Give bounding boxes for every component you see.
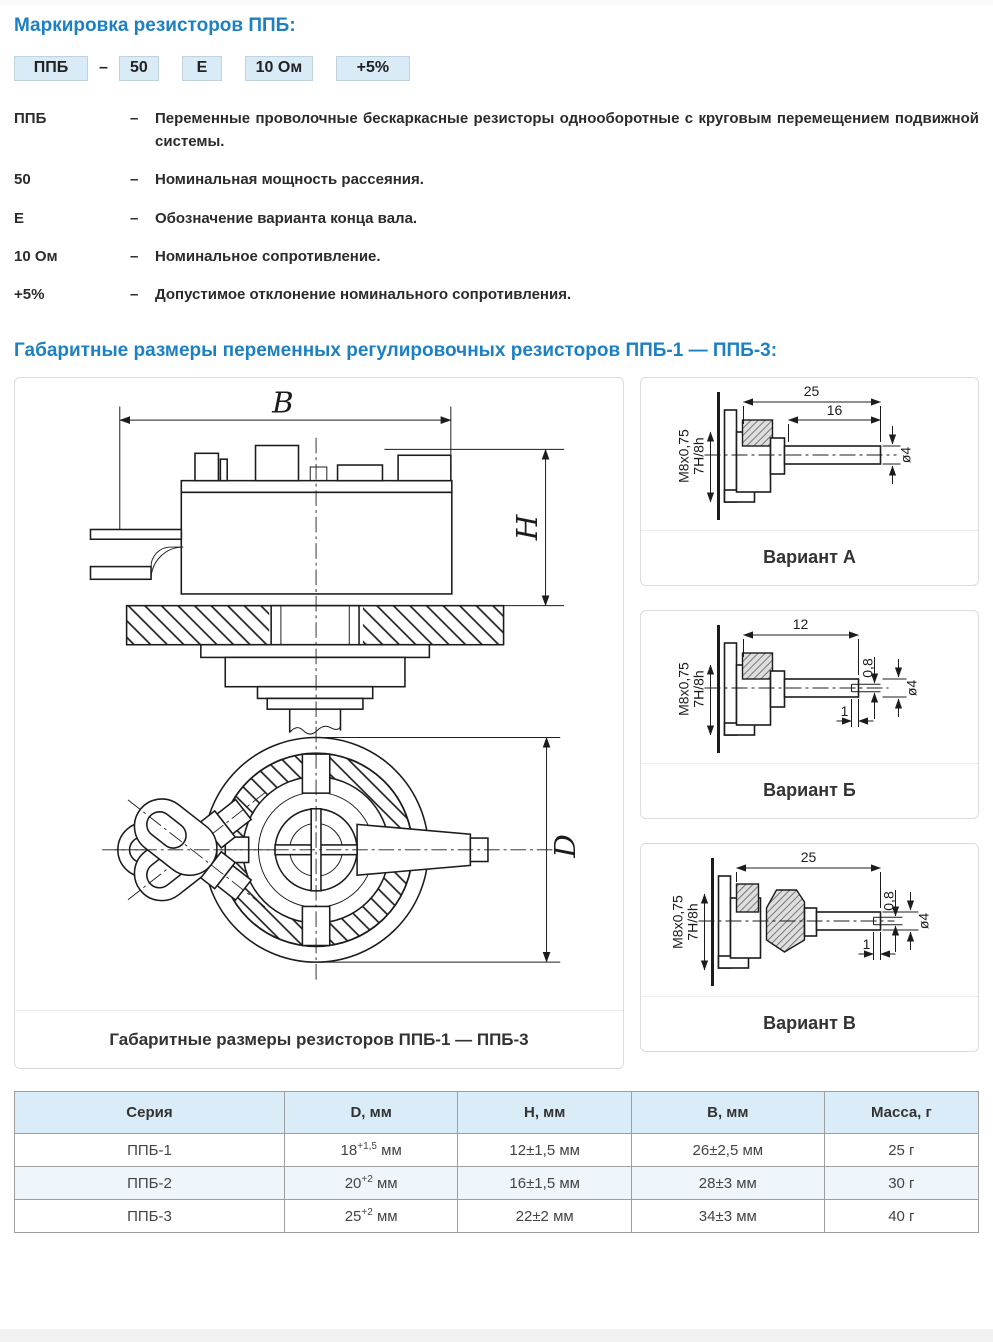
main-figure-caption: Габаритные размеры резисторов ППБ-1 — ППБ-3 [15,1010,623,1068]
variant-v-drawing [641,844,978,996]
variants-column [640,377,979,1052]
marking-shaft-variant-box: Е [182,56,222,81]
legend-desc: Переменные проволочные бескаркасные резисторы однооборотные с круговым перемещением подвижной системы. [155,109,979,151]
legend-term: 10 Ом [14,247,58,265]
legend-row [14,168,979,191]
variant-v-dim-slot-width: 0,8 [880,891,897,911]
legend-row [14,207,979,230]
variant-b-drawing [641,611,978,763]
figure-panel-main [14,377,624,1069]
cell-series: ППБ-2 [15,1167,285,1200]
marking-tolerance-box: +5% [336,56,410,81]
legend-dash: – [130,109,139,127]
legend-term: 50 [14,171,31,189]
legend-term: ППБ [14,109,47,127]
figure-panel-variant-a [640,377,979,586]
variant-a-dim-shaft-length: 16 [826,402,843,419]
legend-desc: Допустимое отклонение номинального сопротивления. [155,286,572,304]
legend-dash: – [130,286,139,304]
cell-b: 28±3 мм [631,1167,824,1200]
variant-b-dim-overall: 12 [792,616,809,633]
resistor-dimensions-drawing [30,383,608,1008]
marking-example-row [14,55,979,82]
table-header-row [15,1092,979,1134]
table-row [15,1167,979,1200]
variant-a-dim-shaft-dia: ø4 [897,446,914,464]
variant-v-caption: Вариант В [641,996,978,1051]
legend-desc: Обозначение варианта конца вала. [155,209,418,227]
marking-code-box: ППБ [14,56,88,81]
variant-a-drawing [641,378,978,530]
col-header-b: B, мм [631,1092,824,1134]
figure-panel-variant-b [640,610,979,819]
table-row [15,1200,979,1233]
variant-a-caption: Вариант А [641,530,978,585]
legend-dash: – [130,209,139,227]
cell-b: 34±3 мм [631,1200,824,1233]
cell-d: $25^{+2}$ мм [284,1200,458,1233]
legend-row [14,107,979,154]
variant-v-dim-shaft-dia: ø4 [915,912,932,930]
dimensions-table [14,1091,979,1233]
cell-h: 16±1,5 мм [458,1167,632,1200]
cell-mass: 40 г [824,1200,978,1233]
dim-label-D: D [547,834,582,858]
main-drawing [15,378,623,1010]
document-page [0,5,993,1233]
legend-term: Е [14,209,25,227]
variant-b-dim-slot-width: 0,8 [859,658,876,678]
marking-dash: – [99,59,108,77]
cell-series: ППБ-1 [15,1134,285,1167]
cell-mass: 25 г [824,1134,978,1167]
col-header-series: Серия [15,1092,285,1134]
col-header-mass: Масса, г [824,1092,978,1134]
variant-b-fit-label: 7H/8h [690,670,707,708]
variant-b-thread-label: M8x0,75 [675,662,692,716]
legend-dash: – [130,247,139,265]
cell-d: $18^{+1,5}$ мм [284,1134,458,1167]
cell-mass: 30 г [824,1167,978,1200]
legend-dash: – [130,171,139,189]
variant-b-caption: Вариант Б [641,763,978,818]
col-header-h: H, мм [458,1092,632,1134]
legend-row [14,245,979,268]
variant-b-dim-shaft-dia: ø4 [903,679,920,697]
variant-v-thread-label: M8x0,75 [669,895,686,949]
figure-panel-variant-v [640,843,979,1052]
marking-legend [14,107,979,307]
cell-d: $20^{+2}$ мм [284,1167,458,1200]
variant-a-dim-overall: 25 [803,383,820,400]
cell-h: 22±2 мм [458,1200,632,1233]
variant-v-dim-slot-depth: 1 [862,936,871,953]
variant-a-fit-label: 7H/8h [690,437,707,475]
variant-b-dim-slot-depth: 1 [840,703,849,720]
legend-desc: Номинальное сопротивление. [155,247,381,265]
col-header-d: D, мм [284,1092,458,1134]
legend-row [14,283,979,306]
variant-v-fit-label: 7H/8h [684,903,701,941]
cell-series: ППБ-3 [15,1200,285,1233]
dimensions-section-title: Габаритные размеры переменных регулировочных резисторов ППБ-1 — ППБ-3: [14,340,778,362]
page-title: Маркировка резисторов ППБ: [14,15,296,36]
marking-resistance-box: 10 Ом [245,56,313,81]
marking-power-box: 50 [119,56,159,81]
footer-strip [0,1329,993,1342]
cell-h: 12±1,5 мм [458,1134,632,1167]
table-row [15,1134,979,1167]
dim-label-B: B [272,385,294,420]
variant-v-dim-overall: 25 [800,849,817,866]
figures-row [14,377,979,1069]
variant-a-thread-label: M8x0,75 [675,429,692,483]
cell-b: 26±2,5 мм [631,1134,824,1167]
dim-label-H: H [509,514,544,541]
legend-desc: Номинальная мощность рассеяния. [155,171,424,189]
legend-term: +5% [14,286,45,304]
